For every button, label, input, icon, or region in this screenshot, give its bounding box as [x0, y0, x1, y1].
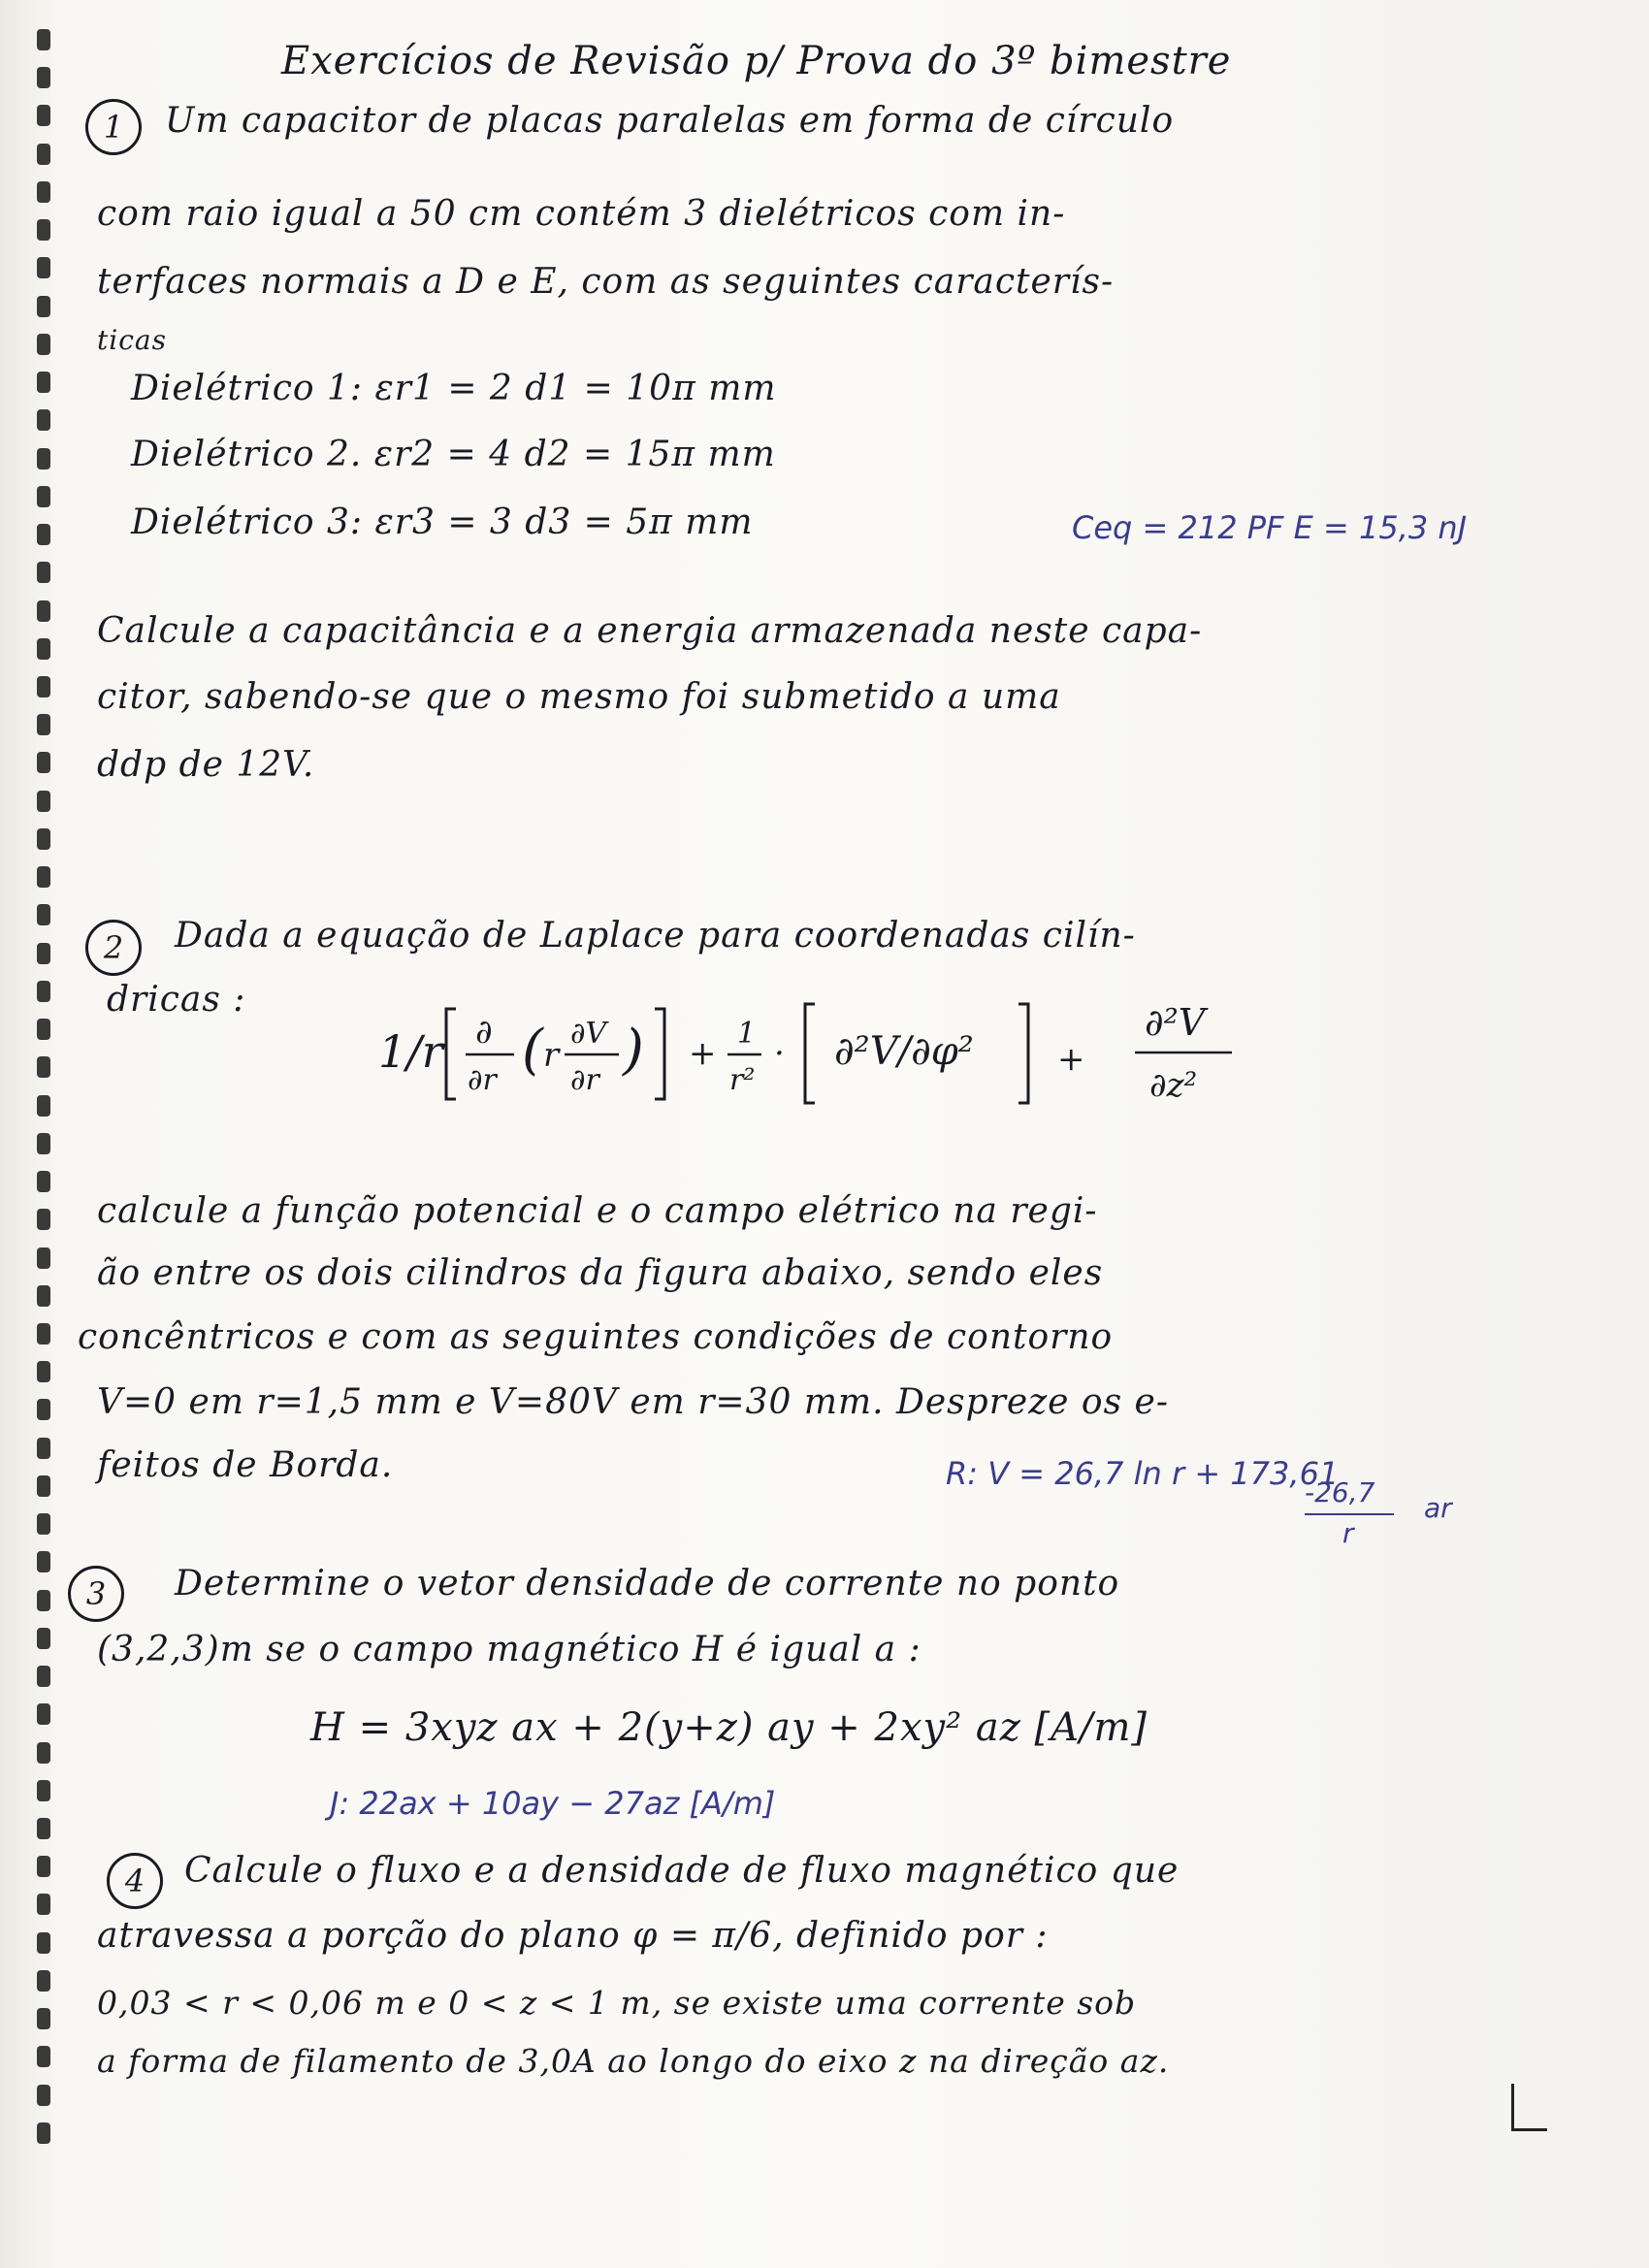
question-1-answer: Ceq = 212 PF E = 15,3 nJ	[1072, 509, 1468, 546]
formula-t1-in-den: ∂r	[570, 1063, 599, 1097]
question-2-answer-field-den: r	[1342, 1517, 1354, 1549]
formula-paren-close: )	[623, 1019, 644, 1082]
question-2-task-line-1: calcule a função potencial e o campo elétrico na regi-	[97, 1191, 1098, 1231]
question-2-task-line-3: concêntricos e com as seguintes condições de contorno	[78, 1317, 1114, 1357]
question-3-line-1: Determine o vetor densidade de corrente no ponto	[175, 1564, 1120, 1604]
formula-t2-den: r²	[729, 1063, 756, 1097]
question-4-line-2: atravessa a porção do plano φ = π/6, definido por :	[97, 1916, 1049, 1956]
formula-t1-den: ∂r	[468, 1063, 497, 1097]
formula-t1-inner: r	[543, 1036, 560, 1075]
question-2-task-line-5: feitos de Borda.	[97, 1445, 394, 1485]
page-corner-mark	[1511, 2084, 1547, 2131]
question-4-line-4: a forma de filamento de 3,0A ao longo do eixo z na direção az.	[97, 2042, 1170, 2080]
question-3-equation: H = 3xyz ax + 2(y+z) ay + 2xy² az [A/m]	[310, 1705, 1148, 1750]
question-1-number: 1	[85, 99, 142, 155]
page-title: Exercícios de Revisão p/ Prova do 3º bimestre	[281, 39, 1232, 83]
question-2-number: 2	[85, 920, 142, 976]
question-1-task-line-3: ddp de 12V.	[97, 745, 315, 785]
question-1-line-4: ticas	[97, 324, 167, 356]
question-1-line-1: Um capacitor de placas paralelas em forma de círculo	[165, 101, 1175, 141]
formula-coef: 1/r	[378, 1025, 443, 1078]
question-1-task-line-1: Calcule a capacitância e a energia armazenada neste capa-	[97, 611, 1203, 651]
question-2-task-line-2: ão entre os dois cilindros da figura abaixo, sendo eles	[97, 1253, 1104, 1293]
spiral-binding-holes	[29, 29, 64, 2144]
question-4-number: 4	[107, 1853, 163, 1909]
question-3-number: 3	[68, 1566, 124, 1622]
question-4-line-3: 0,03 < r < 0,06 m e 0 < z < 1 m, se existe uma corrente sob	[97, 1984, 1137, 2022]
formula-t4-den: ∂z²	[1149, 1066, 1198, 1105]
question-2-line-2: dricas :	[107, 980, 246, 1020]
question-1-task-line-2: citor, sabendo-se que o mesmo foi submetido a uma	[97, 677, 1061, 717]
question-2-answer-field-num: -26,7	[1305, 1476, 1375, 1508]
question-2-answer-potential: R: V = 26,7 ln r + 173,61	[946, 1455, 1340, 1492]
question-2-task-line-4: V=0 em r=1,5 mm e V=80V em r=30 mm. Despreze os e-	[97, 1382, 1169, 1422]
question-1-line-2: com raio igual a 50 cm contém 3 dielétricos com in-	[97, 194, 1066, 234]
question-2-answer-field-unit: ar	[1424, 1492, 1452, 1524]
question-2-line-1: Dada a equação de Laplace para coordenadas cilín-	[175, 916, 1136, 956]
question-4-line-1: Calcule o fluxo e a densidade de fluxo magnético que	[184, 1851, 1180, 1891]
dielectric-2: Dielétrico 2. εr2 = 4 d2 = 15π mm	[131, 435, 776, 474]
formula-t1-in-num: ∂V	[570, 1017, 607, 1051]
formula-plus-1: +	[689, 1034, 717, 1073]
formula-t1-num: ∂	[475, 1013, 493, 1052]
question-1-line-3: terfaces normais a D e E, com as seguintes caracterís-	[97, 262, 1115, 302]
formula-t3: ∂²V/∂φ²	[834, 1029, 974, 1074]
formula-t4-num: ∂²V	[1145, 1001, 1206, 1044]
formula-dot: ·	[774, 1034, 785, 1073]
dielectric-1: Dielétrico 1: εr1 = 2 d1 = 10π mm	[131, 369, 777, 408]
question-3-line-2: (3,2,3)m se o campo magnético H é igual a :	[97, 1630, 922, 1669]
formula-t2-num: 1	[737, 1017, 757, 1051]
laplace-equation	[378, 975, 1406, 1120]
dielectric-3: Dielétrico 3: εr3 = 3 d3 = 5π mm	[131, 502, 754, 542]
formula-plus-2: +	[1057, 1040, 1085, 1079]
question-3-answer: J: 22ax + 10ay − 27az [A/m]	[330, 1785, 776, 1822]
formula-paren-open: (	[522, 1019, 543, 1082]
question-2-answer-field-fraction-bar	[1305, 1513, 1394, 1515]
